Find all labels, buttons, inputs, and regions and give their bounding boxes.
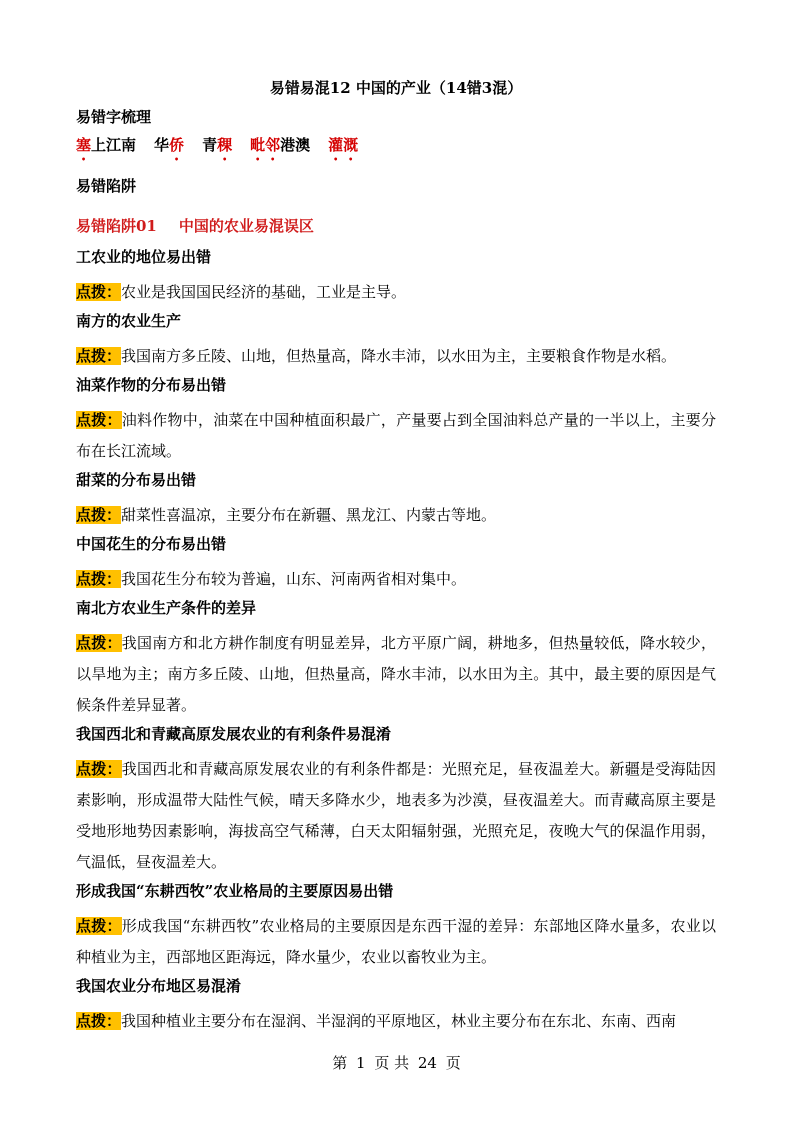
confusing-chars-heading: 易错字梳理: [76, 108, 152, 126]
item-title: 油菜作物的分布易出错: [76, 376, 227, 394]
item-title: 南方的农业生产: [76, 312, 182, 330]
hint-tag: 点拨：: [76, 634, 122, 652]
hint-text: 我国南方和北方耕作制度有明显差异，北方平原广阔，耕地多，但热量较低，降水较少，以旱地为主；南方多丘陵、山地，但热量高，降水丰沛，以水田为主。其中，最主要的原因是气候条件差异显著。: [76, 634, 716, 714]
item-explanation: [76, 911, 716, 973]
hint-tag: 点拨：: [76, 506, 122, 524]
trap-section-heading: [76, 216, 716, 236]
confusing-char-text: 港澳: [280, 136, 311, 154]
footer-page-number: 1: [356, 1054, 366, 1072]
item-title: 中国花生的分布易出错: [76, 535, 227, 553]
item-title: 工农业的地位易出错: [76, 248, 212, 266]
hint-text: 我国西北和青藏高原发展农业的有利条件都是：光照充足，昼夜温差大。新疆是受海陆因素影响，形成温带大陆性气候，晴天多降水少，地表多为沙漠，昼夜温差大。而青藏高原主要是受地形地势因素影响，海拔高空气稀薄，白天太阳辐射强，光照充足，夜晚大气的保温作用弱，气温低，昼夜温差大。: [76, 760, 716, 871]
hint-tag: 点拨：: [76, 917, 122, 935]
trap-items: [76, 246, 716, 1037]
item-explanation: [76, 500, 716, 531]
confusing-char-group: [328, 136, 358, 154]
footer-prefix: 第: [332, 1054, 348, 1072]
item-title: 我国西北和青藏高原发展农业的有利条件易混淆: [76, 725, 392, 743]
confusing-chars-list: [76, 135, 716, 164]
hint-text: 形成我国“东耕西牧”农业格局的主要原因是东西干湿的差异：东部地区降水量多，农业以种植业为主，西部地区距海远，降水量少，农业以畜牧业为主。: [76, 917, 716, 966]
item-explanation: [76, 628, 716, 721]
item-explanation: [76, 405, 716, 467]
page-footer: [0, 1052, 793, 1073]
item-explanation: [76, 754, 716, 878]
page-title: 易错易混12 中国的产业（14错3混）: [269, 79, 523, 97]
hint-text: 油料作物中，油菜在中国种植面积最广，产量要占到全国油料总产量的一半以上，主要分布在长江流域。: [76, 411, 716, 460]
traps-heading: 易错陷阱: [76, 177, 137, 195]
trap-section-label: 易错陷阱01: [76, 217, 157, 235]
item-title: 南北方农业生产条件的差异: [76, 599, 257, 617]
item-explanation: [76, 277, 716, 308]
document-page: [76, 78, 716, 1039]
item-title: 形成我国“东耕西牧”农业格局的主要原因易出错: [76, 882, 394, 900]
item-explanation: [76, 564, 716, 595]
confusing-char-group: [154, 136, 184, 154]
trap-section-title: 中国的农业易混误区: [178, 217, 314, 235]
confusing-char-highlight: 灌溉: [328, 136, 359, 154]
hint-text: 甜菜性喜温凉，主要分布在新疆、黑龙江、内蒙古等地。: [121, 506, 497, 524]
footer-suffix: 页: [445, 1054, 461, 1072]
confusing-char-group: [202, 136, 232, 154]
hint-tag: 点拨：: [76, 283, 122, 301]
item-explanation: [76, 1006, 716, 1037]
confusing-char-highlight: 毗邻: [250, 136, 281, 154]
confusing-char-text: 青: [202, 136, 218, 154]
confusing-char-text: 华: [154, 136, 170, 154]
confusing-char-highlight: 塞: [76, 136, 92, 154]
item-title: 甜菜的分布易出错: [76, 471, 197, 489]
footer-middle: 页 共: [374, 1054, 410, 1072]
hint-text: 我国南方多丘陵、山地，但热量高，降水丰沛，以水田为主，主要粮食作物是水稻。: [121, 347, 677, 365]
confusing-char-highlight: 侨: [169, 136, 185, 154]
hint-tag: 点拨：: [76, 1012, 122, 1030]
item-explanation: [76, 341, 716, 372]
footer-total-pages: 24: [417, 1054, 437, 1072]
confusing-char-highlight: 稞: [217, 136, 233, 154]
confusing-char-group: [250, 136, 310, 154]
confusing-char-text: 上江南: [91, 136, 137, 154]
hint-text: 我国花生分布较为普遍，山东、河南两省相对集中。: [121, 570, 467, 588]
hint-tag: 点拨：: [76, 570, 122, 588]
hint-text: 我国种植业主要分布在湿润、半湿润的平原地区，林业主要分布在东北、东南、西南: [121, 1012, 677, 1030]
hint-text: 农业是我国国民经济的基础，工业是主导。: [121, 283, 407, 301]
item-title: 我国农业分布地区易混淆: [76, 977, 242, 995]
hint-tag: 点拨：: [76, 760, 122, 778]
confusing-char-group: [76, 136, 136, 154]
hint-tag: 点拨：: [76, 347, 122, 365]
hint-tag: 点拨：: [76, 411, 122, 429]
